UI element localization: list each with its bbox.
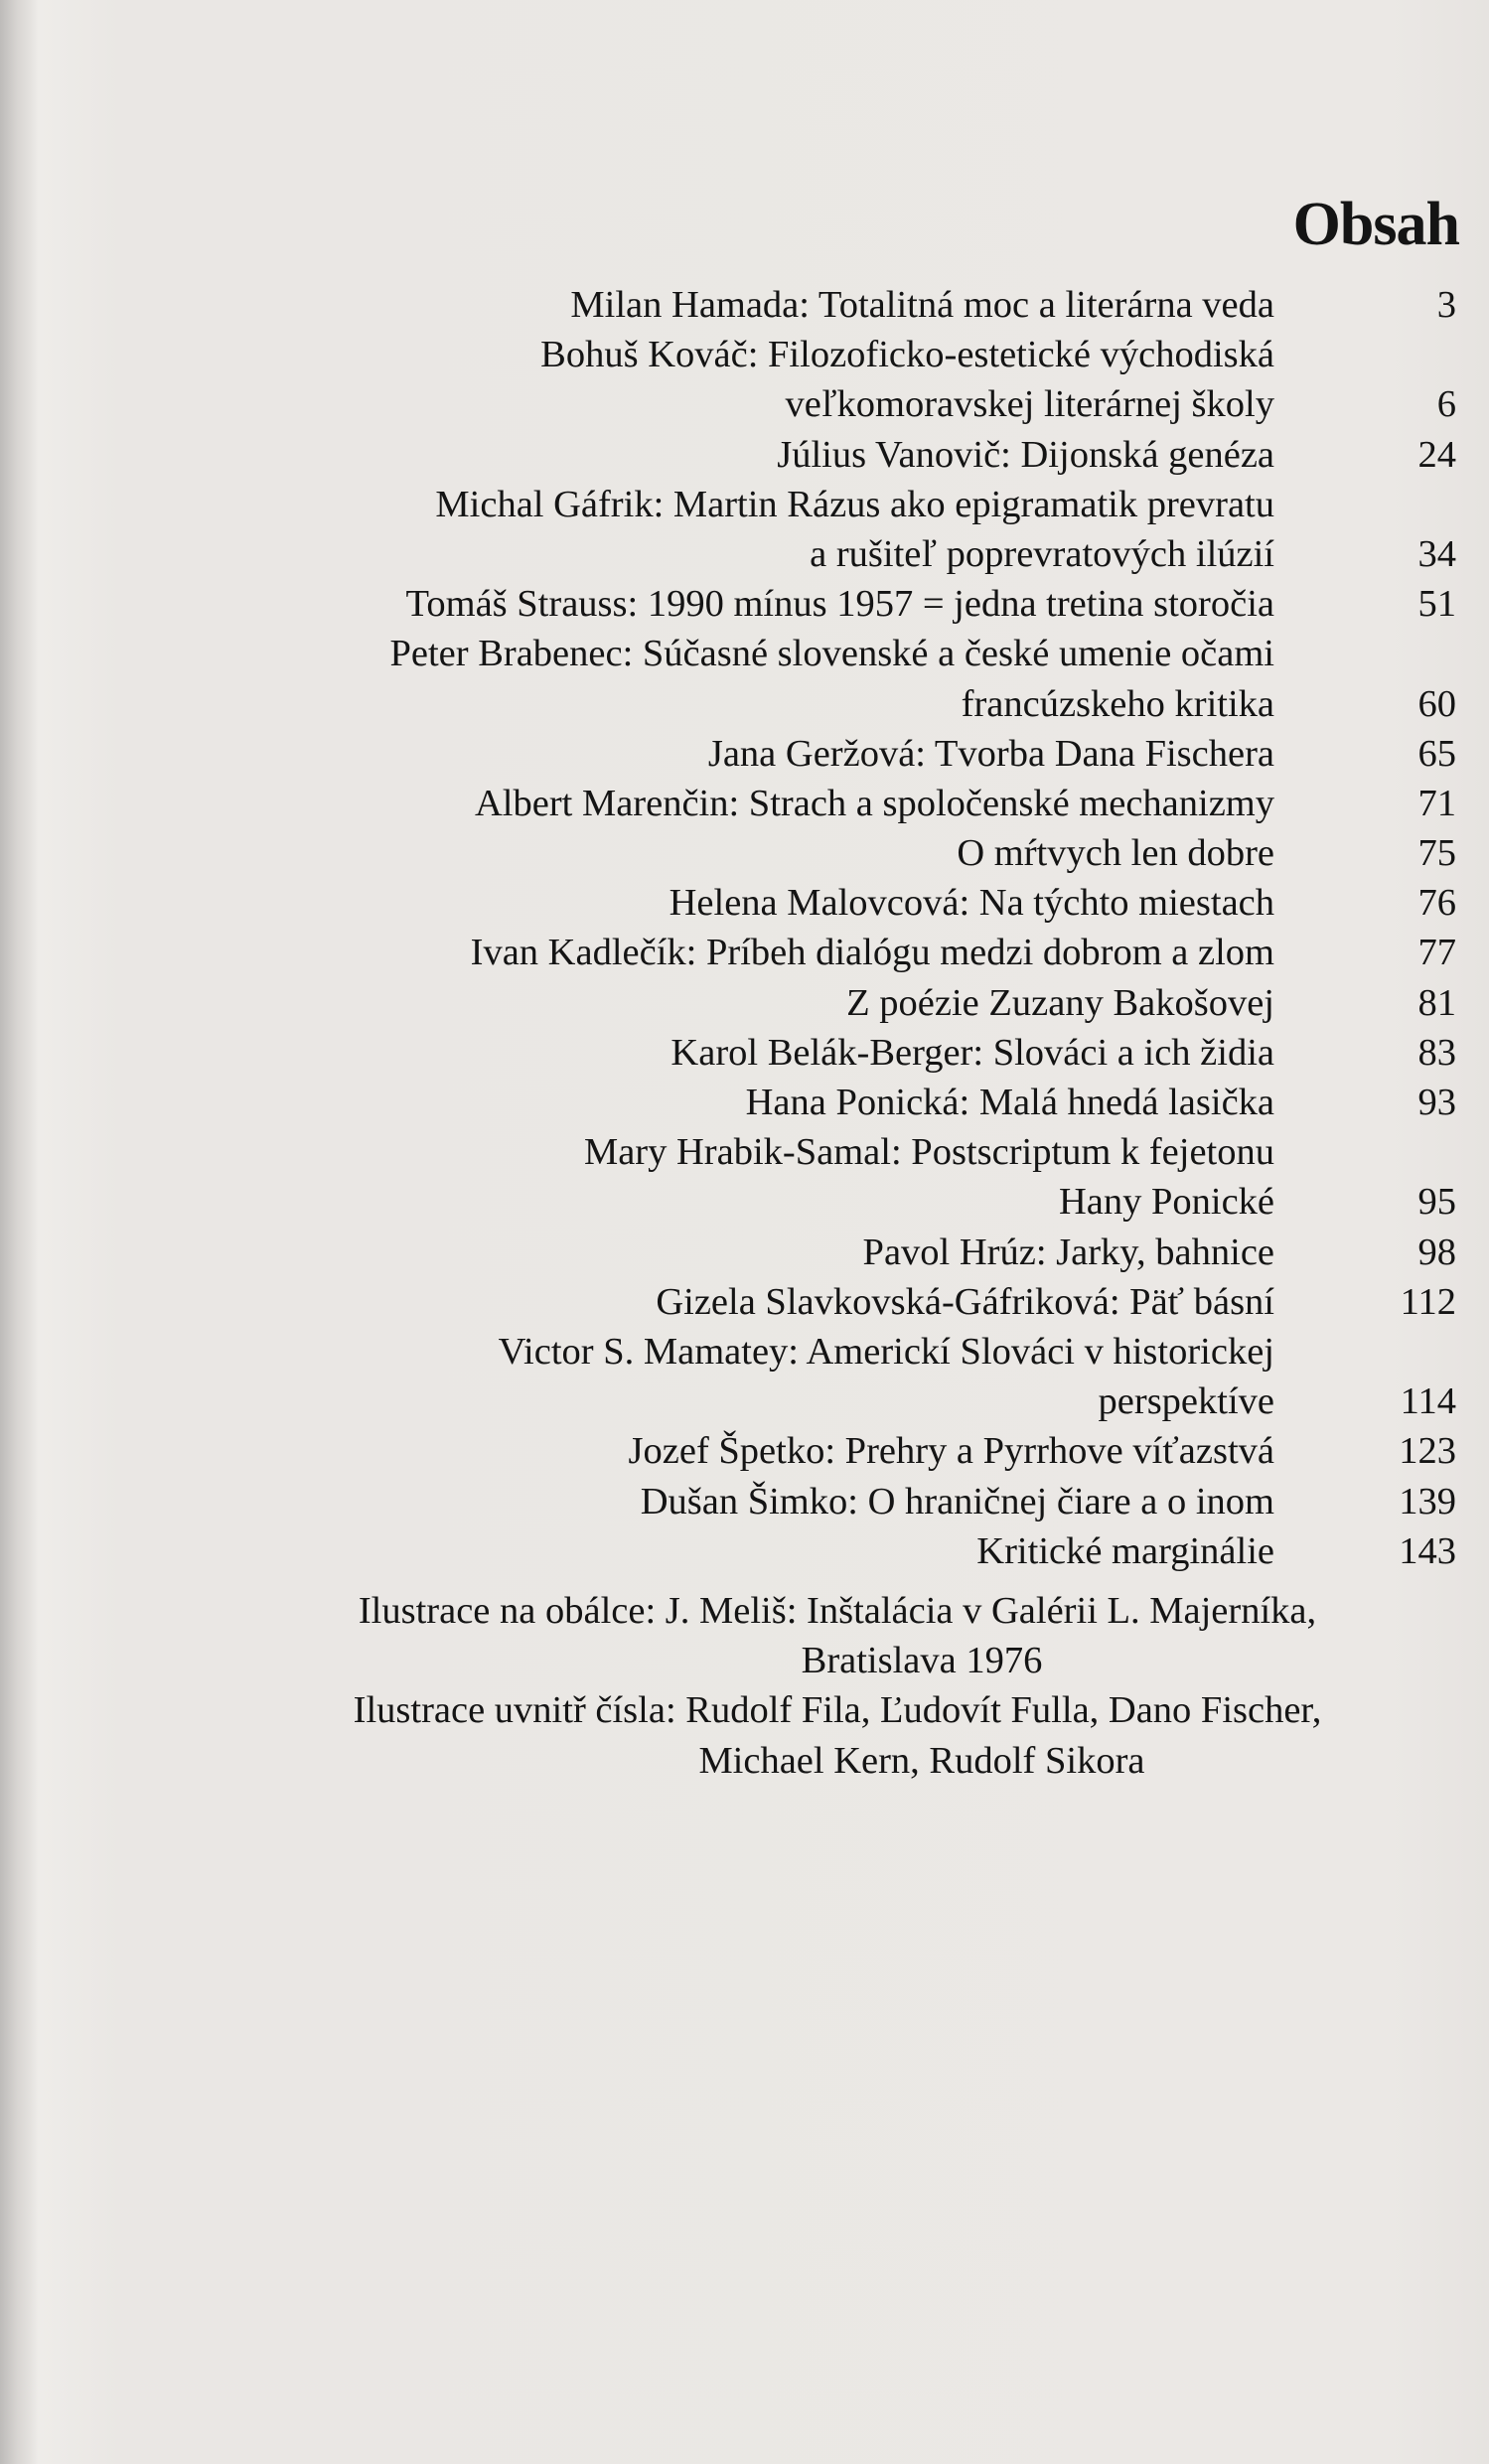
toc-entry <box>219 1426 1456 1476</box>
toc-entry <box>219 1477 1456 1526</box>
toc-entry-page: 95 <box>1417 1181 1456 1224</box>
toc-entry-page: 3 <box>1436 284 1456 326</box>
toc-entry <box>219 480 1456 529</box>
toc-entry-page: 139 <box>1399 1480 1456 1522</box>
toc-entry <box>219 579 1456 629</box>
toc-entry-page: 6 <box>1436 383 1456 426</box>
toc-entry-page: 24 <box>1417 433 1456 476</box>
inside-credit-line: Ilustrace uvnitř čísla: Rudolf Fila, Ľudovít Fulla, Dano Fischer, <box>353 1689 1322 1732</box>
toc-entry-title: Kritické marginálie <box>976 1529 1274 1572</box>
toc-entry <box>219 1377 1456 1426</box>
toc-entry-page: 112 <box>1400 1280 1456 1323</box>
toc-entry-title: Gizela Slavkovská-Gáfriková: Päť básní <box>656 1280 1274 1323</box>
toc-entry-title: Pavol Hrúz: Jarky, bahnice <box>862 1231 1274 1273</box>
toc-entry-title: a rušiteľ poprevratových ilúzií <box>810 532 1274 575</box>
toc-entry <box>219 729 1456 779</box>
toc-entry-title: Michal Gáfrik: Martin Rázus ako epigramatik prevratu <box>435 483 1274 525</box>
toc-entry-page: 81 <box>1417 981 1456 1024</box>
toc-entry <box>219 1127 1456 1177</box>
toc-entry <box>219 928 1456 977</box>
toc-entry-title: Karol Belák-Berger: Slováci a ich židia <box>670 1031 1274 1074</box>
toc-entry <box>219 1327 1456 1377</box>
toc-entry-page: 76 <box>1417 882 1456 925</box>
toc-entry-title: Albert Marenčin: Strach a spoločenské mechanizmy <box>474 782 1274 824</box>
toc-entry <box>219 430 1456 480</box>
toc-entry-page: 60 <box>1417 682 1456 725</box>
toc-entry-title: Hany Ponické <box>1058 1181 1274 1224</box>
toc-entry <box>219 828 1456 878</box>
toc-entry-page: 83 <box>1417 1031 1456 1074</box>
toc-entry-title: Jozef Špetko: Prehry a Pyrrhove víťazstvá <box>628 1430 1274 1473</box>
cover-credit-line: Ilustrace na obálce: J. Meliš: Inštalácia v Galérii L. Majerníka, <box>358 1590 1317 1632</box>
toc-entry <box>219 679 1456 729</box>
toc-entry-title: veľkomoravskej literárnej školy <box>785 383 1274 426</box>
toc-entry <box>219 1177 1456 1227</box>
toc-entry-page: 98 <box>1417 1231 1456 1273</box>
toc-entry <box>219 878 1456 928</box>
toc-entry <box>219 1028 1456 1078</box>
toc-entry-title: Tomáš Strauss: 1990 mínus 1957 = jedna tretina storočia <box>405 583 1274 626</box>
toc-entry-title: Mary Hrabik-Samal: Postscriptum k fejetonu <box>583 1131 1274 1174</box>
toc-entry <box>219 779 1456 828</box>
toc-entry <box>219 379 1456 429</box>
toc-entry-title: Bohuš Kováč: Filozoficko-estetické východiská <box>540 334 1274 376</box>
toc-entry <box>219 1277 1456 1327</box>
toc-entry-title: francúzskeho kritika <box>961 682 1274 725</box>
toc-entry <box>219 1228 1456 1277</box>
toc-entry <box>219 629 1456 678</box>
toc-entry <box>219 330 1456 379</box>
toc-entry-title: Hana Ponická: Malá hnedá lasička <box>745 1082 1274 1123</box>
toc-entry <box>219 280 1456 330</box>
toc-entry-title: perspektíve <box>1098 1380 1274 1423</box>
toc-entry-title: Július Vanovič: Dijonská genéza <box>777 433 1274 476</box>
toc-entry-page: 75 <box>1417 832 1456 875</box>
toc-entry-title: Milan Hamada: Totalitná moc a literárna veda <box>570 284 1274 326</box>
toc-entry-page: 143 <box>1399 1529 1456 1572</box>
cover-credit-continuation: Bratislava 1976 <box>801 1640 1043 1682</box>
toc-entry-title: Peter Brabenec: Súčasné slovenské a české umenie očami <box>389 633 1274 675</box>
toc-entry <box>219 1526 1456 1576</box>
toc-entry-page: 77 <box>1417 932 1456 974</box>
toc-entry-title: Dušan Šimko: O hraničnej čiare a o inom <box>640 1480 1274 1522</box>
toc-entry <box>219 978 1456 1028</box>
toc-entry-title: Victor S. Mamatey: Americkí Slováci v historickej <box>498 1330 1274 1373</box>
toc-entry-page: 114 <box>1400 1380 1456 1423</box>
toc-entry-title: Helena Malovcová: Na týchto miestach <box>669 882 1274 925</box>
toc-entry-title: O mŕtvych len dobre <box>957 832 1274 875</box>
illustration-credits <box>219 1586 1456 1786</box>
toc-entry-page: 93 <box>1417 1082 1456 1123</box>
toc-entry <box>219 1078 1456 1127</box>
toc-entry-title: Z poézie Zuzany Bakošovej <box>846 981 1274 1024</box>
inside-credit-continuation: Michael Kern, Rudolf Sikora <box>698 1739 1145 1782</box>
toc-entry <box>219 529 1456 579</box>
toc-entry-title: Jana Geržová: Tvorba Dana Fischera <box>707 732 1274 775</box>
page-title: Obsah <box>1292 191 1459 258</box>
toc-entry-page: 34 <box>1417 532 1456 575</box>
toc-entry-page: 51 <box>1417 583 1456 626</box>
toc-entry-page: 71 <box>1417 782 1456 824</box>
table-of-contents <box>219 280 1456 1576</box>
toc-entry-page: 123 <box>1399 1430 1456 1473</box>
toc-entry-page: 65 <box>1417 732 1456 775</box>
toc-entry-title: Ivan Kadlečík: Príbeh dialógu medzi dobrom a zlom <box>470 932 1274 974</box>
